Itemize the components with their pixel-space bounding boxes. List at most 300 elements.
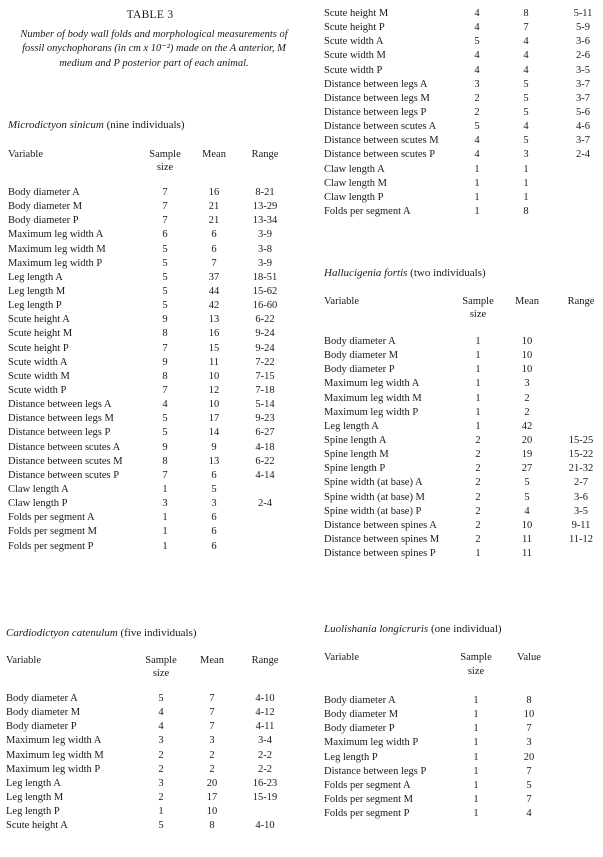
species-name: Microdictyon sinicum — [8, 119, 104, 131]
cell-range: 5-6 — [576, 106, 590, 118]
section-cardiodictyon — [0, 626, 300, 833]
cell-sample-size: 8 — [162, 370, 168, 382]
cell-sample-size: 2 — [158, 763, 164, 775]
cell-variable: Spine length P — [324, 463, 386, 475]
cell-mean: 7 — [211, 257, 217, 269]
section-luolishania — [310, 622, 603, 821]
cell-variable: Maximum leg width P — [6, 763, 101, 775]
table-row — [310, 349, 603, 363]
section-title — [0, 626, 300, 640]
cell-variable: Scute width M — [8, 370, 70, 382]
table-row — [310, 807, 603, 821]
cell-sample-size: 1 — [158, 806, 164, 818]
cell-mean: 5 — [524, 477, 530, 489]
cell-range: 3-4 — [258, 735, 272, 747]
cell-variable: Claw length A — [324, 163, 385, 175]
header-sample-line2: size — [469, 309, 487, 320]
table-row — [310, 519, 603, 533]
individuals-note: (two individuals) — [407, 267, 486, 279]
cell-mean: 44 — [208, 285, 220, 297]
cell-variable: Folds per segment A — [324, 779, 411, 791]
species-name: Luolishania longicruris — [324, 623, 429, 635]
cell-value: 7 — [526, 723, 532, 735]
cell-sample-size: 7 — [162, 215, 168, 227]
cell-mean: 1 — [523, 177, 529, 189]
cell-sample-size: 2 — [474, 92, 480, 104]
cell-sample-size: 3 — [158, 777, 164, 789]
cell-variable: Body diameter P — [8, 215, 79, 227]
cell-range: 13-29 — [252, 201, 278, 213]
column-headers — [0, 148, 300, 186]
cell-variable: Spine width (at base) M — [324, 491, 425, 503]
cell-sample-size: 1 — [475, 378, 481, 390]
cell-sample-size: 1 — [473, 793, 479, 805]
cell-variable: Folds per segment M — [8, 526, 97, 538]
cell-sample-size: 1 — [473, 808, 479, 820]
table-row — [0, 356, 300, 370]
cell-sample-size: 8 — [162, 455, 168, 467]
cell-sample-size: 3 — [162, 498, 168, 510]
header-variable: Variable — [324, 652, 359, 663]
table-row — [0, 692, 300, 706]
cell-sample-size: 4 — [474, 50, 480, 62]
cell-sample-size: 6 — [162, 229, 168, 241]
cell-mean: 7 — [523, 22, 529, 34]
cell-variable: Distance between spines A — [324, 519, 437, 531]
table-row — [310, 547, 603, 561]
cell-mean: 10 — [521, 364, 533, 376]
table-row — [310, 505, 603, 519]
cell-range: 4-14 — [255, 469, 275, 481]
cell-variable: Maximum leg width A — [6, 735, 102, 747]
cell-range: 9-24 — [255, 328, 275, 340]
cell-variable: Distance between scutes P — [324, 149, 436, 161]
cell-variable: Body diameter A — [324, 336, 396, 347]
cell-range: 3-7 — [576, 78, 590, 90]
table-row — [310, 476, 603, 490]
cell-mean: 37 — [208, 271, 220, 283]
table-row — [310, 708, 603, 722]
table-row — [310, 92, 603, 106]
cell-mean: 10 — [208, 370, 220, 382]
cell-variable: Spine length A — [324, 434, 387, 446]
cell-range: 13-34 — [252, 215, 278, 227]
cell-mean: 3 — [209, 735, 215, 747]
table-row — [0, 469, 300, 483]
table-row — [0, 706, 300, 720]
table-body — [0, 692, 300, 833]
table-row — [310, 106, 603, 120]
header-variable: Variable — [8, 149, 43, 160]
cell-sample-size: 2 — [475, 533, 481, 545]
cell-range: 3-8 — [258, 243, 272, 255]
cell-sample-size: 1 — [474, 191, 480, 203]
species-name: Hallucigenia fortis — [324, 267, 408, 279]
cell-sample-size: 2 — [475, 505, 481, 517]
cell-variable: Folds per segment P — [8, 540, 94, 552]
table-row — [0, 763, 300, 777]
cell-mean: 15 — [208, 342, 220, 354]
table-row — [0, 243, 300, 257]
cell-range: 4-6 — [576, 121, 590, 133]
cell-variable: Body diameter P — [324, 364, 395, 376]
cell-mean: 42 — [521, 420, 533, 432]
cell-variable: Distance between scutes A — [8, 441, 121, 453]
cell-sample-size: 1 — [473, 695, 479, 706]
table-row — [310, 163, 603, 177]
table-row — [310, 120, 603, 134]
species-name: Cardiodictyon catenulum — [6, 627, 118, 639]
cell-variable: Body diameter A — [8, 187, 80, 198]
cell-range: 15-19 — [252, 791, 278, 803]
table-row — [0, 398, 300, 412]
cell-range: 3-9 — [258, 257, 272, 269]
cell-range: 9-24 — [255, 342, 275, 354]
cell-range: 2-7 — [574, 477, 588, 489]
cell-sample-size: 1 — [473, 765, 479, 777]
column-headers — [0, 654, 300, 692]
cell-mean: 1 — [523, 163, 529, 175]
table-row — [0, 511, 300, 525]
cell-variable: Folds per segment M — [324, 793, 413, 805]
header-sample-line2: size — [152, 668, 170, 679]
cell-mean: 13 — [208, 314, 220, 326]
cell-range: 2-2 — [258, 763, 272, 775]
cell-sample-size: 2 — [474, 106, 480, 118]
cell-sample-size: 5 — [162, 271, 168, 283]
cell-sample-size: 7 — [162, 187, 168, 198]
cell-variable: Leg length M — [6, 791, 64, 803]
cell-range: 8-21 — [255, 187, 275, 198]
cell-variable: Body diameter P — [6, 721, 77, 733]
cell-mean: 10 — [521, 350, 533, 362]
individuals-note: (five individuals) — [117, 627, 197, 639]
cell-mean: 10 — [521, 519, 533, 531]
cell-variable: Distance between scutes M — [8, 455, 123, 467]
cell-sample-size: 7 — [162, 342, 168, 354]
cell-mean: 27 — [521, 463, 533, 475]
cell-sample-size: 5 — [162, 285, 168, 297]
cell-variable: Maximum leg width M — [6, 749, 104, 761]
cell-mean: 4 — [524, 505, 530, 517]
cell-mean: 2 — [524, 392, 530, 404]
table-row — [0, 327, 300, 341]
cell-mean: 6 — [211, 469, 217, 481]
cell-variable: Body diameter M — [6, 707, 81, 719]
cell-mean: 17 — [208, 413, 220, 425]
table-row — [310, 21, 603, 35]
table-row — [310, 191, 603, 205]
cell-range: 4-12 — [255, 707, 275, 719]
table-row — [0, 483, 300, 497]
cell-sample-size: 2 — [475, 463, 481, 475]
cell-mean: 8 — [209, 820, 215, 832]
header-value: Value — [517, 652, 541, 663]
cell-range: 4-11 — [255, 721, 275, 733]
cell-variable: Folds per segment A — [8, 512, 95, 524]
table-label: TABLE 3 — [126, 9, 174, 21]
cell-mean: 42 — [208, 300, 220, 312]
cell-value: 8 — [526, 695, 532, 706]
table-row — [0, 370, 300, 384]
cell-range: 4-18 — [255, 441, 275, 453]
cell-sample-size: 2 — [475, 519, 481, 531]
cell-range: 2-4 — [576, 149, 590, 161]
cell-mean: 16 — [208, 187, 220, 198]
table-row — [310, 694, 603, 708]
cell-range: 16-23 — [252, 777, 278, 789]
cell-mean: 5 — [523, 92, 529, 104]
cell-sample-size: 7 — [162, 469, 168, 481]
table-row — [310, 448, 603, 462]
cell-mean: 10 — [206, 806, 218, 818]
table-row — [0, 805, 300, 819]
cell-variable: Claw length A — [8, 483, 69, 495]
table-row — [310, 7, 603, 21]
cell-mean: 21 — [208, 201, 220, 213]
cell-variable: Maximum leg width P — [324, 737, 419, 749]
cell-range: 4-10 — [255, 820, 275, 832]
table-row — [0, 749, 300, 763]
cell-variable: Leg length A — [6, 777, 61, 789]
cell-sample-size: 2 — [475, 491, 481, 503]
cell-value: 7 — [526, 793, 532, 805]
cell-sample-size: 2 — [475, 434, 481, 446]
table-row — [310, 35, 603, 49]
table-row — [0, 791, 300, 805]
cell-variable: Maximum leg width A — [8, 229, 104, 241]
cell-mean: 8 — [523, 205, 529, 217]
cell-mean: 5 — [523, 135, 529, 147]
cell-mean: 9 — [211, 441, 217, 453]
cell-mean: 11 — [208, 356, 220, 368]
cell-mean: 6 — [211, 243, 217, 255]
cell-variable: Spine width (at base) A — [324, 477, 423, 489]
header-mean: Mean — [515, 296, 539, 307]
cell-variable: Maximum leg width M — [324, 392, 422, 404]
cell-sample-size: 2 — [475, 449, 481, 461]
cell-range: 3-5 — [574, 505, 588, 517]
table-row — [0, 441, 300, 455]
table-row — [0, 426, 300, 440]
cell-mean: 11 — [521, 533, 533, 545]
cell-range: 11-12 — [568, 533, 594, 545]
cell-range: 9-23 — [255, 413, 275, 425]
cell-range: 3-5 — [576, 64, 590, 76]
cell-sample-size: 4 — [158, 721, 164, 733]
cell-range: 3-6 — [576, 36, 590, 48]
cell-mean: 2 — [209, 763, 215, 775]
table-row — [310, 462, 603, 476]
cell-variable: Body diameter M — [324, 350, 399, 362]
cell-sample-size: 4 — [474, 64, 480, 76]
column-headers — [310, 651, 603, 694]
cell-variable: Distance between legs A — [324, 78, 428, 90]
section-title — [310, 622, 603, 636]
cell-range: 7-15 — [255, 370, 275, 382]
cell-variable: Maximum leg width A — [324, 378, 420, 390]
table-row — [310, 751, 603, 765]
table-caption: Number of body wall folds and morphological measurements of fossil onychophorans (in cm x 10⁻²) made on the A anterior, M medium and P posterior part of each animal. — [20, 29, 288, 69]
cell-mean: 5 — [523, 78, 529, 90]
cell-mean: 4 — [523, 121, 529, 133]
cell-sample-size: 1 — [473, 723, 479, 735]
header-sample-line2: size — [156, 162, 174, 173]
cell-mean: 4 — [523, 64, 529, 76]
table-row — [310, 205, 603, 219]
cell-mean: 3 — [211, 498, 217, 510]
cell-sample-size: 4 — [474, 135, 480, 147]
table-row — [0, 540, 300, 554]
cell-mean: 7 — [209, 721, 215, 733]
table-body — [310, 335, 603, 561]
cell-variable: Spine length M — [324, 449, 389, 461]
table-row — [0, 299, 300, 313]
cell-value: 3 — [526, 737, 532, 749]
cell-range: 7-18 — [255, 384, 275, 396]
cell-mean: 2 — [209, 749, 215, 761]
cell-variable: Distance between scutes P — [8, 469, 120, 481]
cell-variable: Distance between legs P — [324, 106, 427, 118]
table-row — [0, 734, 300, 748]
header-sample-line1: Sample — [149, 149, 181, 160]
cell-sample-size: 1 — [475, 392, 481, 404]
header-variable: Variable — [6, 655, 41, 666]
cell-range: 6-22 — [255, 455, 275, 467]
cell-mean: 4 — [523, 36, 529, 48]
cell-mean: 7 — [209, 707, 215, 719]
cell-variable: Scute height M — [8, 328, 73, 340]
table-row — [310, 335, 603, 349]
cell-value: 7 — [526, 765, 532, 777]
cell-range: 4-10 — [255, 693, 275, 704]
cell-variable: Distance between spines P — [324, 548, 436, 560]
cell-variable: Leg length P — [6, 806, 60, 818]
cell-mean: 16 — [208, 328, 220, 340]
cell-mean: 10 — [521, 336, 533, 347]
cell-sample-size: 1 — [475, 420, 481, 432]
table-row — [310, 765, 603, 779]
cell-mean: 6 — [211, 229, 217, 241]
cell-sample-size: 4 — [474, 22, 480, 34]
table-row — [0, 720, 300, 734]
table-row — [310, 392, 603, 406]
cell-sample-size: 1 — [475, 548, 481, 560]
cell-sample-size: 1 — [162, 512, 168, 524]
table-row — [310, 406, 603, 420]
cell-range: 2-2 — [258, 749, 272, 761]
table-row — [310, 177, 603, 191]
cell-range: 7-22 — [255, 356, 275, 368]
table-body — [0, 186, 300, 554]
cell-variable: Body diameter A — [324, 695, 396, 706]
table-row — [0, 200, 300, 214]
table-row — [310, 491, 603, 505]
cell-variable: Distance between scutes A — [324, 121, 437, 133]
cell-variable: Scute height P — [324, 22, 385, 34]
cell-range: 2-4 — [258, 498, 272, 510]
cell-variable: Scute width A — [324, 36, 384, 48]
table-row — [0, 257, 300, 271]
cell-variable: Body diameter A — [6, 693, 78, 704]
table-row — [310, 49, 603, 63]
cell-variable: Folds per segment A — [324, 205, 411, 217]
cell-mean: 14 — [208, 427, 220, 439]
header-mean: Mean — [200, 655, 224, 666]
cell-sample-size: 2 — [158, 749, 164, 761]
table-row — [310, 779, 603, 793]
cell-mean: 3 — [524, 378, 530, 390]
cell-mean: 19 — [521, 449, 533, 461]
cell-range: 18-51 — [252, 271, 278, 283]
cell-sample-size: 8 — [162, 328, 168, 340]
cell-mean: 13 — [208, 455, 220, 467]
table-row — [0, 342, 300, 356]
cell-value: 5 — [526, 779, 532, 791]
cell-sample-size: 1 — [475, 336, 481, 347]
cell-mean: 20 — [521, 434, 533, 446]
table-row — [0, 412, 300, 426]
individuals-note: (one individual) — [428, 623, 502, 635]
table-body — [310, 7, 603, 219]
table-row — [310, 434, 603, 448]
cell-variable: Claw length P — [324, 191, 384, 203]
cell-sample-size: 5 — [158, 693, 164, 704]
cell-variable: Scute width A — [8, 356, 68, 368]
cell-mean: 5 — [211, 483, 217, 495]
cell-sample-size: 1 — [475, 406, 481, 418]
table-row — [310, 533, 603, 547]
cell-value: 20 — [523, 751, 535, 763]
cell-mean: 20 — [206, 777, 218, 789]
header-sample-line2: size — [467, 666, 485, 677]
cell-mean: 6 — [211, 512, 217, 524]
header-range: Range — [567, 296, 595, 307]
cell-variable: Scute height P — [8, 342, 69, 354]
table-row — [0, 497, 300, 511]
cell-mean: 10 — [208, 399, 220, 411]
cell-mean: 6 — [211, 540, 217, 552]
table-row — [0, 228, 300, 242]
cell-sample-size: 3 — [474, 78, 480, 90]
cell-mean: 7 — [209, 693, 215, 704]
table-row — [310, 78, 603, 92]
header-sample-line1: Sample — [462, 296, 494, 307]
table-row — [0, 271, 300, 285]
cell-variable: Distance between spines M — [324, 533, 440, 545]
section-hallucigenia — [310, 266, 603, 561]
section-title — [310, 266, 603, 280]
header-range: Range — [251, 149, 279, 160]
cell-range: 3-6 — [574, 491, 588, 503]
cell-mean: 5 — [523, 106, 529, 118]
cell-mean: 4 — [523, 50, 529, 62]
cell-variable: Leg length A — [8, 271, 63, 283]
cell-variable: Distance between legs A — [8, 399, 112, 411]
table-row — [310, 377, 603, 391]
cell-variable: Scute width P — [8, 384, 67, 396]
cell-variable: Scute height A — [8, 314, 70, 326]
table-row — [310, 64, 603, 78]
cell-variable: Distance between legs M — [8, 413, 114, 425]
cell-sample-size: 4 — [474, 149, 480, 161]
cell-variable: Maximum leg width P — [8, 257, 103, 269]
cell-value: 4 — [526, 808, 532, 820]
table-row — [310, 420, 603, 434]
cell-sample-size: 7 — [162, 384, 168, 396]
table-row — [310, 134, 603, 148]
cell-variable: Claw length M — [324, 177, 387, 189]
